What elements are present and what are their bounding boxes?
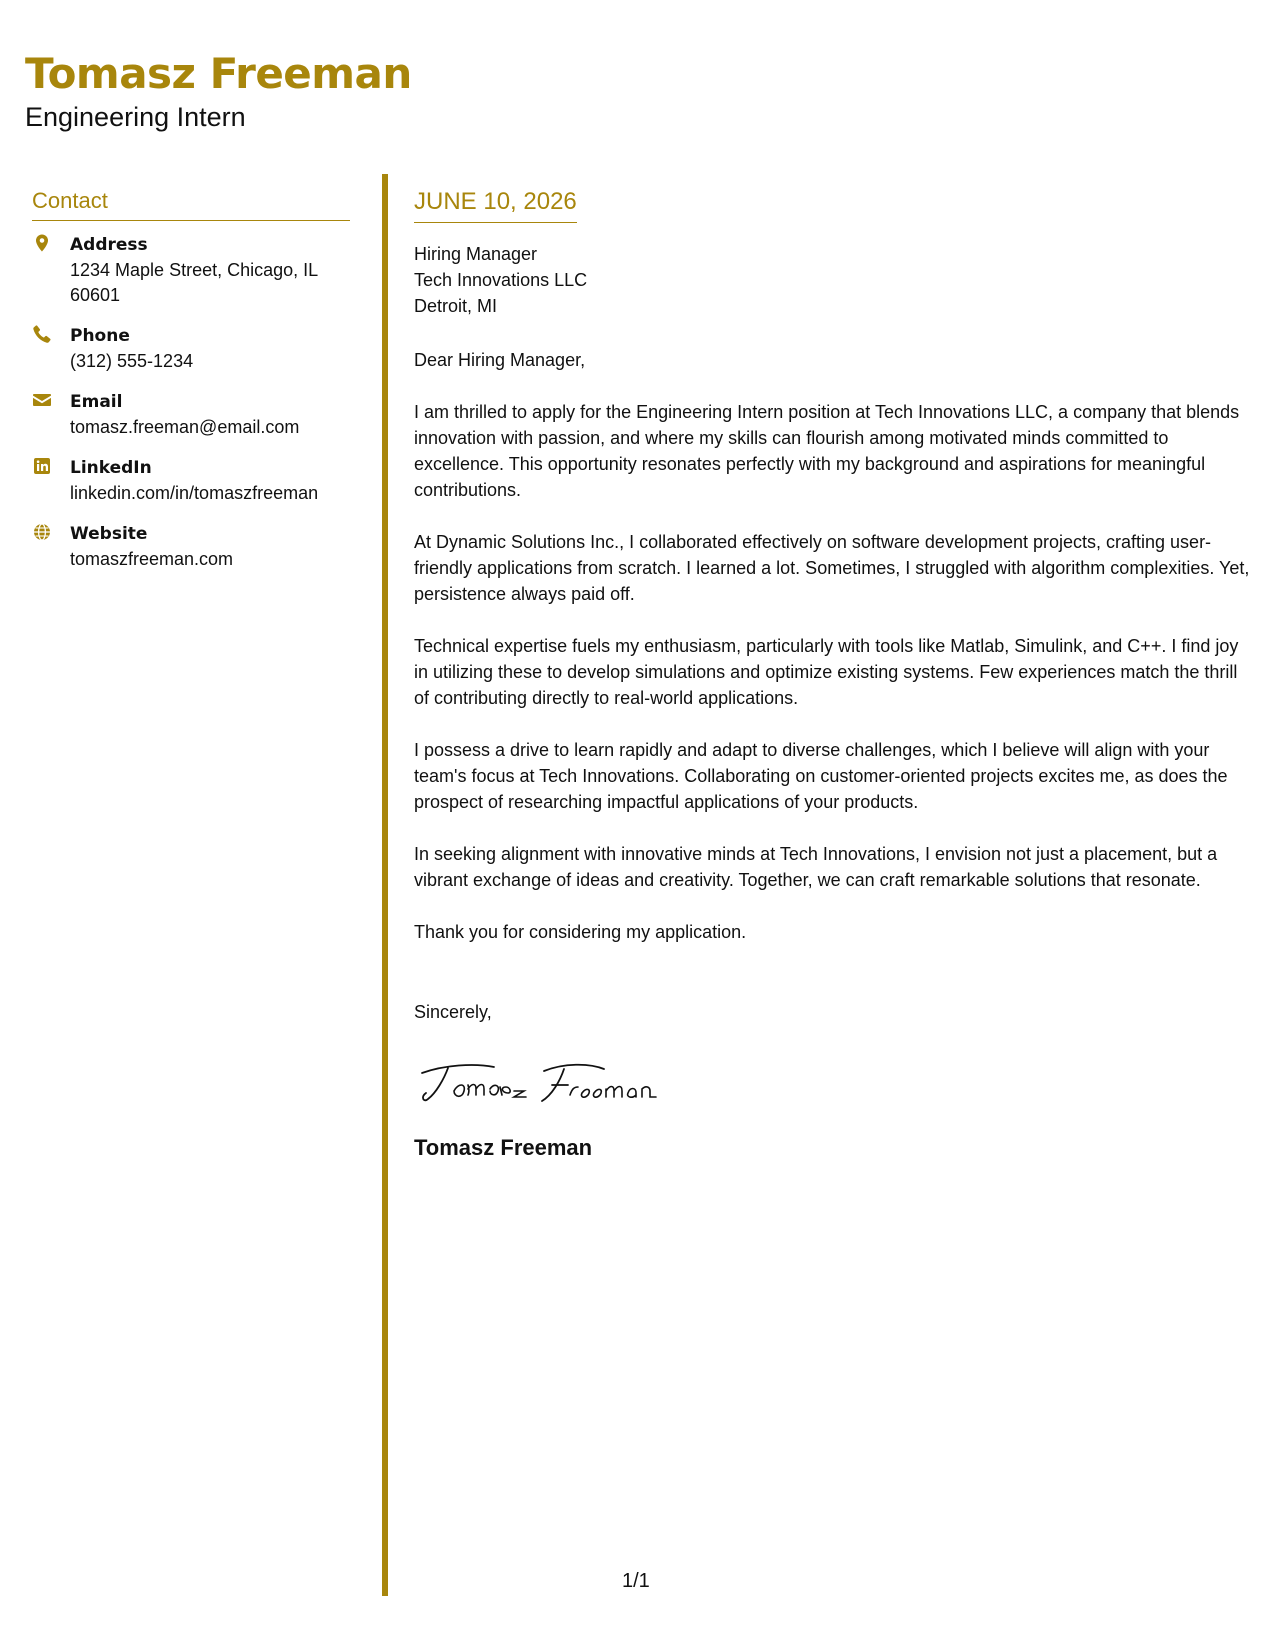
recipient-block [414,241,1254,319]
phone-icon [32,324,54,346]
header [25,48,412,134]
applicant-title: Engineering Intern [25,102,246,132]
signer-name: Tomasz Freeman [414,1135,593,1160]
paragraph: At Dynamic Solutions Inc., I collaborated effectively on software development projects, crafting user-friendly applications from scratch. I learned a lot. Sometimes, I struggled with algorithm complexities. Yet, persistence always paid off. [414,532,1250,604]
recipient-line: Tech Innovations LLC [414,270,588,290]
contact-label-website: Website [70,524,148,544]
contact-value-email: tomasz.freeman@email.com [70,417,300,437]
location-pin-icon [32,233,54,255]
paragraph: I am thrilled to apply for the Engineering Intern position at Tech Innovations LLC, a company that blends innovation with passion, and where my skills can flourish among motivated minds committed to excellence. This opportunity resonates perfectly with my background and aspirations for meaningful contributions. [414,402,1240,500]
handwritten-signature [414,1051,1254,1111]
recipient-line: Hiring Manager [414,244,538,264]
envelope-icon [32,390,54,412]
contact-value-linkedin: linkedin.com/in/tomaszfreeman [70,483,319,503]
paragraph: In seeking alignment with innovative minds at Tech Innovations, I envision not just a placement, but a vibrant exchange of ideas and creativity. Together, we can craft remarkable solutions that resonate. [414,844,1218,890]
contact-label-linkedin: LinkedIn [70,458,152,478]
contact-item-address [32,233,350,308]
contact-list [32,233,350,572]
recipient-line: Detroit, MI [414,296,498,316]
contact-item-phone [32,324,350,374]
contact-sidebar [32,188,350,588]
vertical-divider [382,174,388,1596]
contact-item-email [32,390,350,440]
contact-label-email: Email [70,392,123,412]
globe-icon [32,522,54,544]
paragraph: Technical expertise fuels my enthusiasm, particularly with tools like Matlab, Simulink, and C++. I find joy in utilizing these to develop simulations and optimize existing systems. Few experiences match the thrill of contributing directly to real-world applications. [414,636,1239,708]
contact-value-address: 1234 Maple Street, Chicago, IL 60601 [70,260,318,305]
greeting: Dear Hiring Manager, [414,350,586,370]
page-number: 1/1 [622,1570,650,1592]
letter-date: JUNE 10, 2026 [414,188,577,223]
contact-item-linkedin [32,456,350,506]
paragraph: Thank you for considering my application. [414,922,747,942]
closing: Sincerely, [414,1002,492,1022]
paragraph: I possess a drive to learn rapidly and adapt to diverse challenges, which I believe will align with your team's focus at Tech Innovations. Collaborating on customer-oriented projects excites me, as does the prospect of researching impactful applications of your products. [414,740,1228,812]
contact-heading: Contact [32,188,350,221]
contact-label-phone: Phone [70,326,130,346]
contact-value-website: tomaszfreeman.com [70,549,234,569]
contact-label-address: Address [70,235,148,255]
contact-value-phone: (312) 555-1234 [70,351,194,371]
contact-item-website [32,522,350,572]
letter-body [414,188,1254,1161]
applicant-name: Tomasz Freeman [25,49,412,98]
linkedin-icon [32,456,54,478]
